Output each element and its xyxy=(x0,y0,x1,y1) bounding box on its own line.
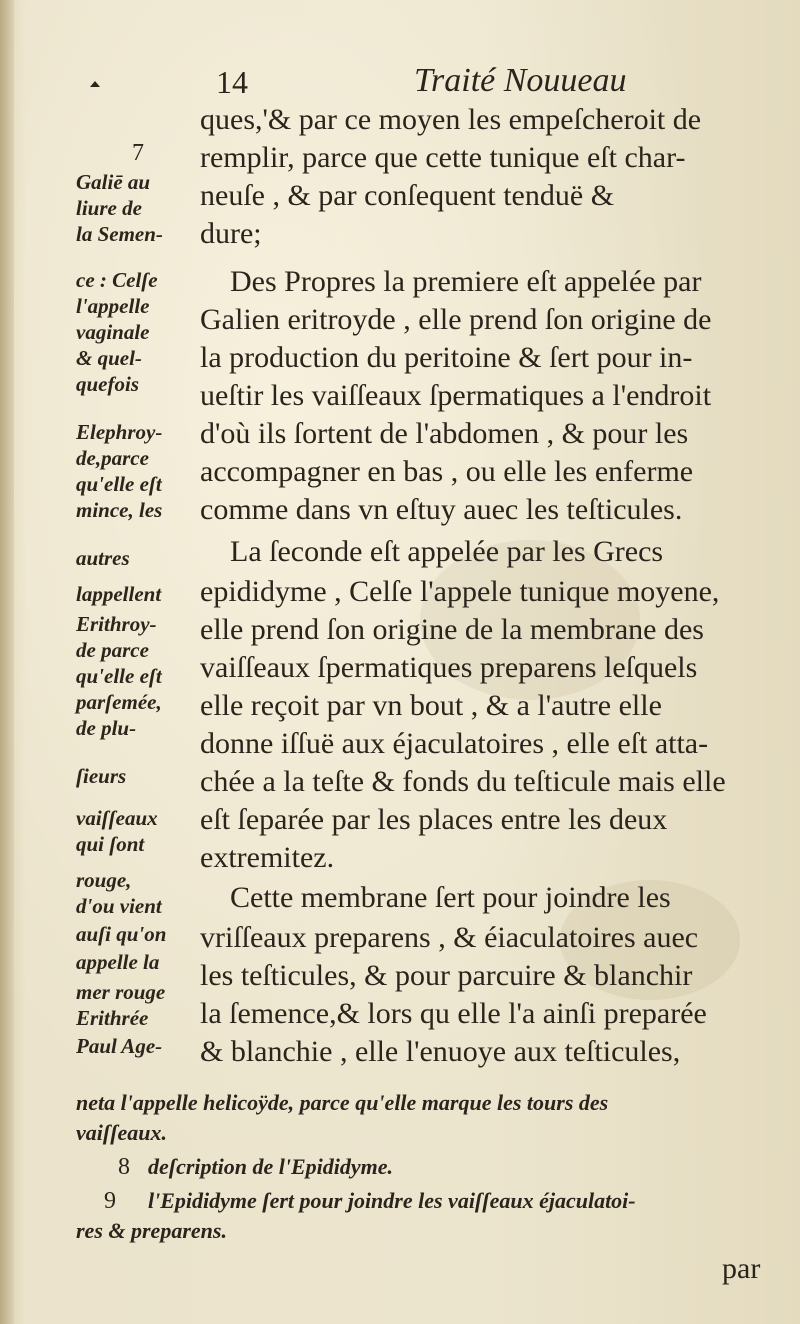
page-number: 14 xyxy=(216,64,248,100)
text-line: neuſe , & par conſequent tenduë & xyxy=(200,179,615,212)
text-line: remplir, parce que cette tunique eſt char- xyxy=(200,141,686,174)
note-reference-number: 8 xyxy=(118,1154,130,1180)
catchword: par xyxy=(722,1252,761,1285)
text-line: accompagner en bas , ou elle les enferme xyxy=(200,455,694,488)
footnote-line: neta l'appelle helicoÿde, parce qu'elle marque les tours des xyxy=(76,1090,609,1115)
text-line: ques,'& par ce moyen les empeſcheroit de xyxy=(200,103,702,136)
footnote-line: res & preparens. xyxy=(76,1218,227,1243)
margin-line: de plu- xyxy=(76,716,137,740)
text-line: vaiſſeaux ſpermatiques preparens leſquels xyxy=(200,651,698,684)
margin-line: appelle la xyxy=(76,950,160,974)
margin-line: qui ſont xyxy=(76,832,145,856)
footnote-line: l'Epididyme ſert pour joindre les vaiſſeaux éjaculatoi- xyxy=(148,1188,636,1213)
text-line: Galien eritroyde , elle prend ſon origine de xyxy=(200,303,712,336)
note-reference-number: 9 xyxy=(104,1188,116,1214)
margin-line: mince, les xyxy=(76,498,163,522)
text-line: la ſemence,& lors qu elle l'a ainſi preparée xyxy=(200,997,707,1030)
text-line: epididyme , Celſe l'appele tunique moyene, xyxy=(200,575,720,608)
text-line: vriſſeaux preparens , & éiaculatoires auec xyxy=(200,921,699,954)
text-line: comme dans vn eſtuy auec les teſticules. xyxy=(200,493,683,526)
margin-line: Paul Age- xyxy=(76,1034,163,1058)
margin-line: parſemée, xyxy=(76,690,162,714)
note-reference-number: 7 xyxy=(132,140,144,166)
margin-line: & quel- xyxy=(76,346,142,370)
margin-line: l'appelle xyxy=(76,294,150,318)
margin-line: vaiſſeaux xyxy=(76,806,158,830)
page-gutter xyxy=(0,0,14,1324)
margin-line: qu'elle eſt xyxy=(76,472,162,496)
margin-line: Elephroy- xyxy=(76,420,163,444)
text-line: extremitez. xyxy=(200,841,335,874)
text-line: ueſtir les vaiſſeaux ſpermatiques a l'endroit xyxy=(200,379,712,412)
text-line: Des Propres la premiere eſt appelée par xyxy=(230,265,702,298)
footnote-line: deſcription de l'Epididyme. xyxy=(148,1154,394,1179)
margin-line: Erithroy- xyxy=(76,612,157,636)
text-line: chée a la teſte & fonds du teſticule mais elle xyxy=(200,765,726,798)
margin-line: qu'elle eſt xyxy=(76,664,162,688)
margin-line: d'ou vient xyxy=(76,894,162,918)
margin-line: mer rouge xyxy=(76,980,166,1004)
text-line: d'où ils ſortent de l'abdomen , & pour les xyxy=(200,417,689,450)
margin-line: vaginale xyxy=(76,320,150,344)
text-line: elle prend ſon origine de la membrane des xyxy=(200,613,704,646)
margin-line: autres xyxy=(76,546,130,570)
margin-line: Galiē au xyxy=(76,170,151,194)
running-title: Traité Nouueau xyxy=(414,62,627,99)
text-line: la production du peritoine & ſert pour in- xyxy=(200,341,693,374)
margin-line: Erithrée xyxy=(76,1006,149,1030)
header-ornament-icon xyxy=(88,78,102,92)
margin-line: la Semen- xyxy=(76,222,163,246)
text-line: eſt ſeparée par les places entre les deux xyxy=(200,803,668,836)
footnote-line: vaiſſeaux. xyxy=(76,1120,168,1145)
text-line: elle reçoit par vn bout , & a l'autre elle xyxy=(200,689,662,722)
margin-line: auſi qu'on xyxy=(76,922,167,946)
margin-line: ſieurs xyxy=(76,764,127,788)
margin-line: lappellent xyxy=(76,582,162,606)
margin-line: de parce xyxy=(76,638,149,662)
margin-line: ce : Celſe xyxy=(76,268,158,292)
margin-line: rouge, xyxy=(76,868,132,892)
margin-line: liure de xyxy=(76,196,142,220)
margin-line: quefois xyxy=(76,372,139,396)
text-line: Cette membrane ſert pour joindre les xyxy=(230,881,671,914)
text-line: dure; xyxy=(200,217,262,250)
text-line: & blanchie , elle l'enuoye aux teſticules, xyxy=(200,1035,681,1068)
text-line: les teſticules, & pour parcuire & blanchir xyxy=(200,959,693,992)
text-line: La ſeconde eſt appelée par les Grecs xyxy=(230,535,664,568)
text-line: donne iſſuë aux éjaculatoires , elle eſt atta- xyxy=(200,727,709,760)
margin-line: de,parce xyxy=(76,446,149,470)
